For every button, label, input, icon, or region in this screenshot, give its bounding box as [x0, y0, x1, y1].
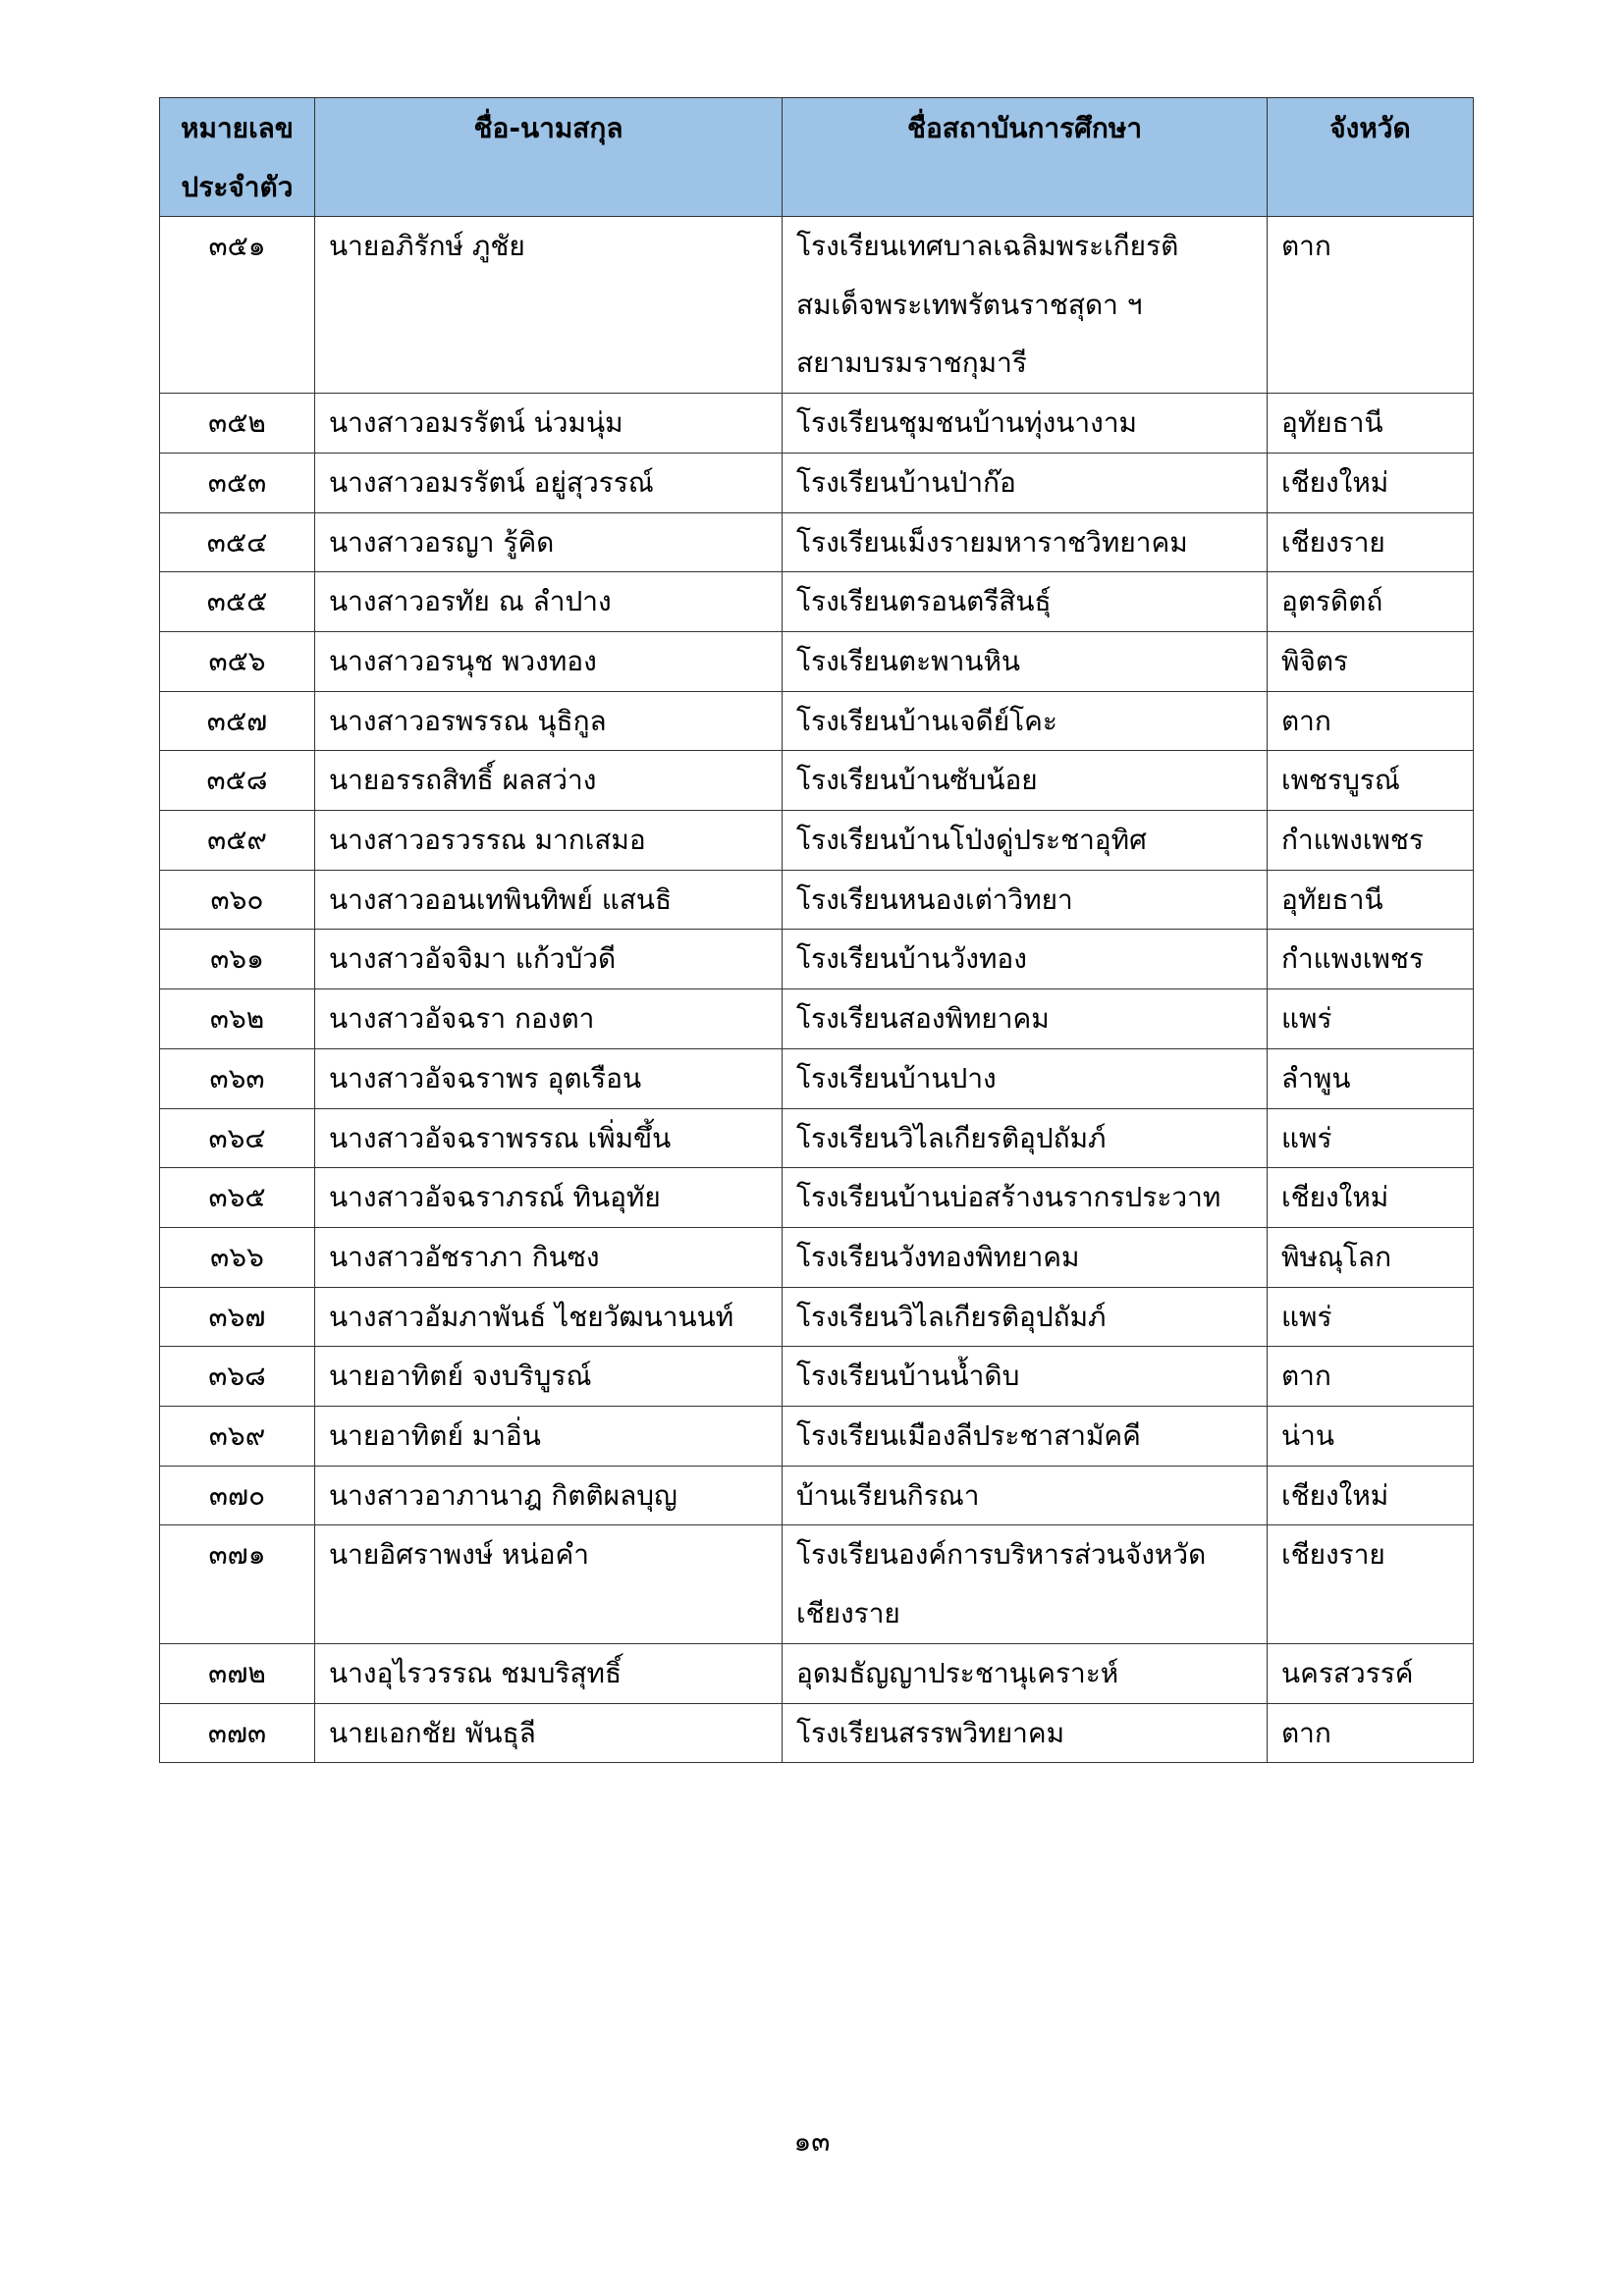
cell-institution	[783, 217, 1268, 394]
cell-institution	[783, 870, 1268, 930]
cell-province: เพชรบูรณ์	[1268, 751, 1474, 811]
header-row	[160, 98, 1474, 217]
table-row	[160, 631, 1474, 691]
cell-full-name: นางสาวอัจจิมา แก้วบัวดี	[315, 930, 783, 989]
cell-full-name: นายอาทิตย์ จงบริบูรณ์	[315, 1347, 783, 1407]
header-id-number	[160, 98, 315, 217]
institution-line: โรงเรียนตรอนตรีสินธุ์	[796, 585, 1052, 618]
cell-id-number: ๓๕๒	[160, 394, 315, 454]
cell-province: อุตรดิตถ์	[1268, 572, 1474, 632]
cell-id-number: ๓๗๐	[160, 1466, 315, 1525]
table-row	[160, 394, 1474, 454]
cell-institution	[783, 989, 1268, 1049]
cell-full-name: นายอาทิตย์ มาอิ่น	[315, 1407, 783, 1467]
cell-id-number: ๓๕๑	[160, 217, 315, 394]
cell-province: ตาก	[1268, 1347, 1474, 1407]
table-body	[160, 217, 1474, 1763]
institution-line: โรงเรียนบ้านโป่งดู่ประชาอุทิศ	[796, 824, 1147, 857]
cell-full-name: นางสาวอัจฉรา กองตา	[315, 989, 783, 1049]
cell-province: แพร่	[1268, 989, 1474, 1049]
cell-id-number: ๓๕๕	[160, 572, 315, 632]
cell-id-number: ๓๖๗	[160, 1287, 315, 1347]
cell-province: กำแพงเพชร	[1268, 811, 1474, 871]
cell-province: พิจิตร	[1268, 631, 1474, 691]
page-number: ๑๓	[793, 2125, 831, 2158]
header-province: จังหวัด	[1268, 98, 1474, 217]
cell-id-number: ๓๖๑	[160, 930, 315, 989]
institution-line: โรงเรียนบ้านปาง	[796, 1061, 997, 1095]
cell-id-number: ๓๗๓	[160, 1703, 315, 1763]
cell-full-name: นายอรรถสิทธิ์ ผลสว่าง	[315, 751, 783, 811]
institution-line: โรงเรียนสรรพวิทยาคม	[796, 1716, 1065, 1749]
cell-full-name: นายอภิรักษ์ ภูชัย	[315, 217, 783, 394]
institution-line: อุดมธัญญาประชานุเคราะห์	[796, 1656, 1119, 1689]
cell-full-name: นางอุไรวรรณ ชมบริสุทธิ์	[315, 1643, 783, 1703]
table-row	[160, 1643, 1474, 1703]
cell-id-number: ๓๖๓	[160, 1048, 315, 1108]
institution-line: เชียงราย	[796, 1597, 900, 1630]
institution-line: โรงเรียนบ้านป่าก๊อ	[796, 465, 1016, 499]
cell-province: ลำพูน	[1268, 1048, 1474, 1108]
cell-id-number: ๓๕๙	[160, 811, 315, 871]
table-row	[160, 1703, 1474, 1763]
cell-institution	[783, 930, 1268, 989]
cell-province: แพร่	[1268, 1287, 1474, 1347]
table-row	[160, 1048, 1474, 1108]
cell-full-name: นางสาวอัมภาพันธ์ ไชยวัฒนานนท์	[315, 1287, 783, 1347]
cell-full-name: นางสาวอรญา รู้คิด	[315, 512, 783, 572]
cell-full-name: นางสาวอัชราภา กินซง	[315, 1227, 783, 1287]
table-row	[160, 1525, 1474, 1643]
institution-line: โรงเรียนหนองเต่าวิทยา	[796, 882, 1073, 916]
cell-institution	[783, 1347, 1268, 1407]
institution-line: โรงเรียนบ้านซับน้อย	[796, 764, 1038, 797]
cell-province: แพร่	[1268, 1108, 1474, 1168]
cell-id-number: ๓๖๕	[160, 1168, 315, 1228]
cell-province: อุทัยธานี	[1268, 394, 1474, 454]
cell-institution	[783, 512, 1268, 572]
table-row	[160, 1108, 1474, 1168]
cell-province: ตาก	[1268, 217, 1474, 394]
institution-line: โรงเรียนวิไลเกียรติอุปถัมภ์	[796, 1300, 1107, 1333]
header-full-name: ชื่อ-นามสกุล	[315, 98, 783, 217]
institution-line: โรงเรียนเมืองลีประชาสามัคคี	[796, 1419, 1141, 1453]
institution-line: โรงเรียนสองพิทยาคม	[796, 1002, 1050, 1036]
institution-line: สยามบรมราชกุมารี	[796, 347, 1027, 380]
table-row	[160, 691, 1474, 751]
cell-province: อุทัยธานี	[1268, 870, 1474, 930]
institution-line: สมเด็จพระเทพรัตนราชสุดา ฯ	[796, 288, 1143, 321]
cell-institution	[783, 1703, 1268, 1763]
cell-id-number: ๓๖๐	[160, 870, 315, 930]
cell-province: นครสวรรค์	[1268, 1643, 1474, 1703]
cell-province: เชียงใหม่	[1268, 453, 1474, 512]
institution-line: โรงเรียนชุมชนบ้านทุ่งนางาม	[796, 406, 1137, 440]
cell-institution	[783, 1287, 1268, 1347]
institution-line: โรงเรียนวังทองพิทยาคม	[796, 1240, 1080, 1273]
institution-line: โรงเรียนเม็งรายมหาราชวิทยาคม	[796, 525, 1188, 559]
cell-institution	[783, 811, 1268, 871]
institution-line: โรงเรียนบ้านน้ำดิบ	[796, 1360, 1020, 1393]
cell-institution	[783, 1643, 1268, 1703]
cell-province: เชียงใหม่	[1268, 1168, 1474, 1228]
table-row	[160, 1287, 1474, 1347]
cell-institution	[783, 751, 1268, 811]
cell-institution	[783, 631, 1268, 691]
cell-full-name: นายอิศราพงษ์ หน่อคำ	[315, 1525, 783, 1643]
table-row	[160, 1407, 1474, 1467]
cell-institution	[783, 1108, 1268, 1168]
institution-line: โรงเรียนบ้านเจดีย์โคะ	[796, 704, 1057, 737]
cell-id-number: ๓๕๔	[160, 512, 315, 572]
cell-province: กำแพงเพชร	[1268, 930, 1474, 989]
cell-id-number: ๓๕๗	[160, 691, 315, 751]
cell-full-name: นางสาวอมรรัตน์ อยู่สุวรรณ์	[315, 453, 783, 512]
cell-province: พิษณุโลก	[1268, 1227, 1474, 1287]
cell-province: เชียงใหม่	[1268, 1466, 1474, 1525]
table-row	[160, 217, 1474, 394]
table-row	[160, 930, 1474, 989]
table-row	[160, 989, 1474, 1049]
header-id-line1: หมายเลข	[181, 112, 294, 144]
institution-line: โรงเรียนองค์การบริหารส่วนจังหวัด	[796, 1538, 1207, 1572]
cell-institution	[783, 1048, 1268, 1108]
cell-full-name: นางสาวอรพรรณ นุธิกูล	[315, 691, 783, 751]
cell-institution	[783, 1466, 1268, 1525]
cell-id-number: ๓๕๓	[160, 453, 315, 512]
cell-province: เชียงราย	[1268, 1525, 1474, 1643]
table-row	[160, 811, 1474, 871]
institution-line: โรงเรียนบ้านบ่อสร้างนรากรประวาท	[796, 1181, 1221, 1214]
cell-full-name: นางสาวอัจฉราพร อุตเรือน	[315, 1048, 783, 1108]
roster-table	[159, 97, 1474, 1763]
cell-id-number: ๓๗๑	[160, 1525, 315, 1643]
cell-full-name: นางสาวอาภานาฎ กิตติผลบุญ	[315, 1466, 783, 1525]
cell-institution	[783, 1227, 1268, 1287]
cell-full-name: นางสาวออนเทพินทิพย์ แสนธิ	[315, 870, 783, 930]
institution-line: โรงเรียนเทศบาลเฉลิมพระเกียรติ	[796, 230, 1179, 262]
cell-province: น่าน	[1268, 1407, 1474, 1467]
header-id-line2: ประจำตัว	[181, 171, 294, 203]
table-row	[160, 1466, 1474, 1525]
institution-line: โรงเรียนตะพานหิน	[796, 644, 1021, 677]
cell-institution	[783, 394, 1268, 454]
table-row	[160, 870, 1474, 930]
cell-id-number: ๓๖๒	[160, 989, 315, 1049]
cell-id-number: ๓๖๖	[160, 1227, 315, 1287]
cell-id-number: ๓๖๔	[160, 1108, 315, 1168]
table-row	[160, 572, 1474, 632]
institution-line: บ้านเรียนกิรณา	[796, 1478, 980, 1512]
cell-id-number: ๓๖๘	[160, 1347, 315, 1407]
cell-institution	[783, 1407, 1268, 1467]
cell-full-name: นางสาวอัจฉราภรณ์ ทินอุทัย	[315, 1168, 783, 1228]
cell-province: ตาก	[1268, 1703, 1474, 1763]
cell-full-name: นางสาวอมรรัตน์ น่วมนุ่ม	[315, 394, 783, 454]
institution-line: โรงเรียนบ้านวังทอง	[796, 942, 1027, 976]
cell-id-number: ๓๖๙	[160, 1407, 315, 1467]
cell-province: ตาก	[1268, 691, 1474, 751]
cell-full-name: นางสาวอัจฉราพรรณ เพิ่มขึ้น	[315, 1108, 783, 1168]
table-row	[160, 751, 1474, 811]
table-row	[160, 1347, 1474, 1407]
cell-institution	[783, 691, 1268, 751]
cell-id-number: ๓๗๒	[160, 1643, 315, 1703]
cell-institution	[783, 453, 1268, 512]
cell-province: เชียงราย	[1268, 512, 1474, 572]
cell-full-name: นางสาวอรนุช พวงทอง	[315, 631, 783, 691]
cell-full-name: นางสาวอรทัย ณ ลำปาง	[315, 572, 783, 632]
cell-id-number: ๓๕๖	[160, 631, 315, 691]
cell-full-name: นายเอกชัย พันธุลี	[315, 1703, 783, 1763]
cell-institution	[783, 572, 1268, 632]
table-header	[160, 98, 1474, 217]
table-row	[160, 1227, 1474, 1287]
table-row	[160, 512, 1474, 572]
cell-institution	[783, 1525, 1268, 1643]
cell-institution	[783, 1168, 1268, 1228]
institution-line: โรงเรียนวิไลเกียรติอุปถัมภ์	[796, 1121, 1107, 1154]
cell-id-number: ๓๕๘	[160, 751, 315, 811]
header-institution: ชื่อสถาบันการศึกษา	[783, 98, 1268, 217]
table-row	[160, 1168, 1474, 1228]
cell-full-name: นางสาวอรวรรณ มากเสมอ	[315, 811, 783, 871]
table-row	[160, 453, 1474, 512]
